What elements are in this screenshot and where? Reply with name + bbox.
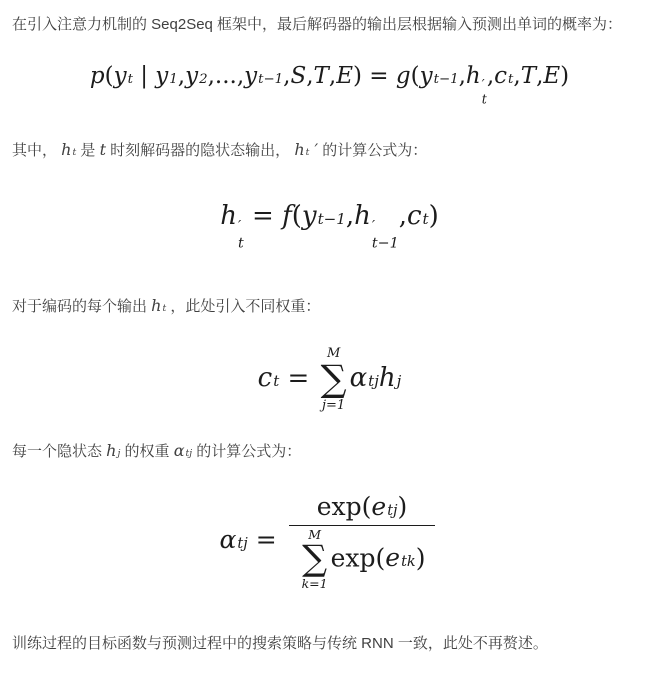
- math-variable: [220, 525, 248, 554]
- math-subscript: t−1: [371, 234, 399, 251]
- paragraph-conclusion: [12, 633, 647, 654]
- math-variable: [185, 63, 207, 89]
- math-italic: T: [313, 63, 329, 89]
- math-roman: =: [247, 524, 285, 554]
- math-subscript: t−1: [258, 72, 284, 87]
- math-subscript: t−1: [317, 210, 346, 229]
- fraction-denominator: [289, 525, 436, 591]
- math-subscript: t: [162, 302, 167, 314]
- math-italic: t: [99, 140, 106, 160]
- math-symbol: h: [220, 201, 237, 232]
- math-roman: ,: [486, 63, 495, 89]
- math-roman: =: [279, 363, 318, 394]
- math-symbol: α: [173, 440, 185, 460]
- math-variable: [244, 63, 283, 89]
- text-run: 其中，: [12, 142, 62, 160]
- math-subscript: 1: [169, 72, 178, 87]
- math-subscript: j: [117, 447, 121, 459]
- math-scripts: [482, 78, 487, 107]
- math-roman: exp(: [316, 491, 372, 521]
- math-variable: [61, 139, 76, 160]
- math-roman: ) =: [353, 63, 396, 89]
- math-subscript: t: [422, 210, 429, 229]
- math-superscript: ′: [481, 76, 485, 92]
- math-symbol: y: [419, 63, 433, 89]
- math-roman: =: [243, 201, 283, 232]
- sum-lower-limit: k=1: [301, 576, 328, 592]
- math-italic: ′: [309, 140, 319, 160]
- math-variable: [407, 201, 429, 231]
- summation: [321, 347, 347, 412]
- math-variable: [90, 63, 105, 89]
- math-roman: ): [428, 201, 439, 232]
- math-roman: (: [104, 63, 114, 89]
- math-subscript: t: [481, 91, 487, 107]
- math-symbol: g: [395, 63, 411, 89]
- math-symbol: h: [61, 140, 72, 160]
- math-symbol: e: [385, 543, 401, 573]
- math-subscript: tj: [387, 502, 398, 519]
- summation: [301, 526, 328, 592]
- math-variable: [420, 63, 459, 89]
- math-subscript: t−1: [433, 72, 459, 87]
- math-symbol: y: [244, 63, 258, 89]
- math-variable: [151, 295, 166, 316]
- math-variable: [282, 201, 292, 231]
- math-roman: ,: [536, 63, 544, 89]
- math-subscript: tj: [185, 447, 193, 459]
- text-run: 的计算公式为：: [192, 442, 302, 460]
- math-symbol: y: [113, 63, 127, 89]
- formula-attention-weight: [12, 492, 647, 591]
- sigma-symbol: ∑: [320, 356, 347, 400]
- math-roman: ): [415, 543, 426, 573]
- math-subscript: t: [72, 147, 77, 159]
- math-symbol: p: [89, 63, 105, 89]
- math-subscript: tj: [368, 372, 379, 391]
- math-italic: T: [520, 63, 537, 89]
- text-run: 训练过程的目标函数与预测过程中的搜索策略与传统 RNN 一致，此处不再赘述。: [12, 634, 548, 652]
- math-subscript: 2: [199, 72, 208, 87]
- math-roman: ,: [328, 63, 337, 89]
- text-run: 的计算公式为：: [318, 142, 428, 160]
- math-variable: [385, 543, 415, 573]
- math-roman: ,: [458, 63, 466, 89]
- math-scripts: [372, 219, 399, 252]
- math-variable: [258, 363, 280, 393]
- fraction-numerator: [307, 492, 418, 525]
- math-variable: [465, 63, 487, 107]
- math-subscript: j: [396, 372, 402, 391]
- math-roman: ): [560, 63, 570, 89]
- paragraph-weight: [12, 440, 647, 462]
- math-roman: (: [410, 63, 420, 89]
- math-variable: [302, 201, 346, 231]
- math-subscript: t: [508, 72, 514, 87]
- text-run: 是: [76, 142, 100, 160]
- sum-lower-limit: j=1: [322, 397, 346, 413]
- paragraph-hidden-state: [12, 139, 647, 161]
- formula-hidden-state-update: [12, 201, 647, 251]
- text-run: 对于编码的每个输出: [12, 297, 152, 315]
- math-symbol: α: [349, 363, 368, 394]
- math-roman: ,: [283, 63, 291, 89]
- paragraph-intro: [12, 14, 647, 35]
- math-symbol: h: [378, 363, 396, 394]
- math-roman: ,...,: [207, 63, 245, 89]
- math-symbol: h: [106, 440, 117, 460]
- math-symbol: c: [257, 363, 273, 394]
- math-superscript: ′: [371, 218, 376, 235]
- math-variable: [294, 139, 309, 160]
- fraction: [289, 492, 436, 591]
- math-symbol: c: [494, 63, 508, 89]
- math-variable: [371, 492, 397, 522]
- math-symbol: c: [406, 201, 422, 232]
- math-variable: [379, 363, 401, 393]
- math-symbol: f: [282, 201, 292, 232]
- math-roman: ,: [398, 201, 407, 232]
- math-variable: [396, 63, 411, 89]
- formula-context-vector: [12, 347, 647, 412]
- math-roman: (: [291, 201, 302, 232]
- text-run: 的权重: [120, 442, 174, 460]
- math-variable: [174, 440, 192, 461]
- sigma-symbol: ∑: [302, 539, 328, 580]
- math-variable: [220, 201, 244, 251]
- math-subscript: t: [127, 72, 133, 87]
- math-variable: [354, 201, 399, 251]
- math-roman: ,: [177, 63, 186, 89]
- text-run: ，此处引入不同权重：: [166, 297, 321, 315]
- math-symbol: y: [185, 63, 199, 89]
- math-variable: [106, 440, 120, 461]
- math-variable: [350, 363, 379, 393]
- text-run: 在引入注意力机制的 Seq2Seq 框架中，最后解码器的输出层根据输入预测出单词的概率为：: [12, 16, 623, 33]
- math-symbol: h: [354, 201, 371, 232]
- math-roman: |: [132, 63, 156, 89]
- math-symbol: y: [155, 63, 169, 89]
- math-variable: [114, 63, 133, 89]
- math-variable: [494, 63, 513, 89]
- math-roman: ,: [513, 63, 521, 89]
- math-roman: exp(: [330, 543, 386, 573]
- math-variable: [155, 63, 177, 89]
- sum-upper-limit: M: [308, 526, 321, 542]
- math-symbol: α: [219, 524, 237, 554]
- math-subscript: tk: [401, 554, 416, 571]
- math-symbol: h: [151, 295, 162, 315]
- math-symbol: e: [371, 491, 387, 521]
- math-italic: S: [290, 63, 307, 89]
- math-symbol: y: [301, 201, 317, 232]
- math-superscript: ′: [238, 218, 242, 235]
- math-subscript: t: [305, 147, 310, 159]
- math-italic: E: [543, 63, 561, 89]
- sum-upper-limit: M: [326, 345, 341, 361]
- math-subscript: tj: [237, 535, 248, 552]
- math-italic: E: [336, 63, 353, 89]
- formula-word-probability: [12, 63, 647, 107]
- math-roman: ): [397, 491, 408, 521]
- math-roman: ,: [345, 201, 355, 232]
- text-run: 时刻解码器的隐状态输出，: [106, 142, 295, 160]
- text-run: 每一个隐状态: [12, 442, 107, 460]
- math-roman: ,: [306, 63, 314, 89]
- math-symbol: h: [294, 140, 305, 160]
- math-symbol: h: [465, 63, 481, 89]
- math-subscript: t: [238, 234, 244, 251]
- paragraph-encoder-output: [12, 295, 647, 317]
- math-subscript: t: [273, 372, 280, 391]
- math-scripts: [238, 219, 244, 252]
